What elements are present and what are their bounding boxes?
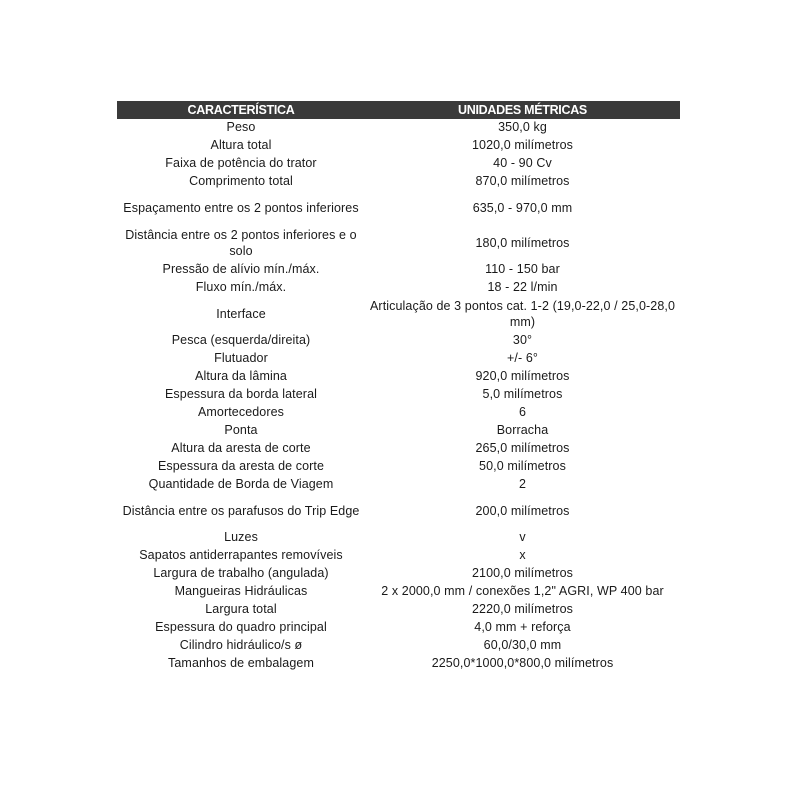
feature-cell: Largura de trabalho (angulada) — [153, 566, 329, 581]
feature-cell: Altura total — [210, 138, 272, 153]
table-row — [117, 279, 680, 297]
specifications-table — [117, 101, 680, 673]
feature-cell: Comprimento total — [189, 174, 293, 189]
table-row — [117, 547, 680, 565]
value-cell: 110 - 150 bar — [485, 262, 560, 277]
feature-cell: Mangueiras Hidráulicas — [174, 584, 308, 599]
value-cell: 350,0 kg — [498, 120, 547, 135]
feature-cell: Amortecedores — [197, 405, 285, 420]
table-row — [117, 368, 680, 386]
value-cell: 40 - 90 Cv — [493, 156, 552, 171]
value-cell: 18 - 22 l/min — [487, 280, 558, 295]
feature-cell: Ponta — [224, 423, 258, 438]
table-row — [117, 173, 680, 191]
table-row — [117, 191, 680, 226]
feature-cell: Luzes — [224, 530, 258, 545]
feature-cell: Tamanhos de embalagem — [168, 656, 314, 671]
feature-cell: Sapatos antiderrapantes removíveis — [139, 548, 343, 563]
feature-cell: Interface — [216, 306, 266, 321]
value-cell: 1020,0 milímetros — [471, 138, 574, 153]
table-row — [117, 137, 680, 155]
feature-cell: Pressão de alívio mín./máx. — [162, 262, 320, 277]
table-row — [117, 655, 680, 673]
feature-cell: Flutuador — [214, 351, 268, 366]
table-row — [117, 494, 680, 529]
feature-cell: Distância entre os 2 pontos inferiores e o solo — [125, 228, 357, 258]
value-cell: 2220,0 milímetros — [471, 602, 574, 617]
feature-cell: Cilindro hidráulico/s ø — [179, 638, 303, 653]
table-row — [117, 619, 680, 637]
value-cell: 5,0 milímetros — [482, 387, 563, 402]
table-row — [117, 297, 680, 332]
value-cell: 4,0 mm + reforça — [474, 620, 571, 635]
header-row — [117, 101, 680, 119]
feature-cell: Peso — [226, 120, 256, 135]
feature-cell: Distância entre os parafusos do Trip Edge — [122, 503, 360, 518]
feature-cell: Largura total — [205, 602, 277, 617]
table-row — [117, 458, 680, 476]
feature-cell: Quantidade de Borda de Viagem — [148, 477, 334, 492]
table-row — [117, 422, 680, 440]
table-row — [117, 332, 680, 350]
value-cell: 870,0 milímetros — [475, 174, 570, 189]
header-metric-units: UNIDADES MÉTRICAS — [365, 101, 680, 119]
table-header — [117, 101, 680, 119]
value-cell: Articulação de 3 pontos cat. 1-2 (19,0-22,0 / 25,0-28,0 mm) — [370, 299, 675, 329]
table-row — [117, 601, 680, 619]
table-row — [117, 350, 680, 368]
value-cell: 2 x 2000,0 mm / conexões 1,2" AGRI, WP 400 bar — [381, 584, 664, 599]
table-row — [117, 529, 680, 547]
value-cell: 6 — [518, 405, 527, 420]
value-cell: x — [519, 548, 526, 563]
value-cell: 60,0/30,0 mm — [483, 638, 562, 653]
value-cell: v — [519, 530, 526, 545]
value-cell: 265,0 milímetros — [475, 441, 570, 456]
value-cell: 2100,0 milímetros — [471, 566, 574, 581]
feature-cell: Espessura da borda lateral — [165, 387, 317, 402]
table-row — [117, 637, 680, 655]
table-row — [117, 583, 680, 601]
table-row — [117, 565, 680, 583]
value-cell: 2 — [518, 477, 527, 492]
value-cell: 30° — [512, 333, 533, 348]
value-cell: Borracha — [496, 423, 549, 438]
feature-cell: Altura da aresta de corte — [171, 441, 311, 456]
table-body — [117, 119, 680, 673]
table-row — [117, 386, 680, 404]
value-cell: 50,0 milímetros — [479, 459, 566, 474]
value-cell: 200,0 milímetros — [475, 503, 570, 518]
table-row — [117, 476, 680, 494]
value-cell: 2250,0*1000,0*800,0 milímetros — [431, 656, 614, 671]
table-row — [117, 155, 680, 173]
feature-cell: Pesca (esquerda/direita) — [171, 333, 311, 348]
table-row — [117, 261, 680, 279]
table-row — [117, 404, 680, 422]
feature-cell: Fluxo mín./máx. — [195, 280, 287, 295]
feature-cell: Espessura da aresta de corte — [157, 459, 325, 474]
value-cell: 180,0 milímetros — [475, 235, 570, 250]
table-row — [117, 226, 680, 261]
value-cell: +/- 6° — [507, 351, 538, 366]
header-feature: CARACTERÍSTICA — [117, 101, 365, 119]
feature-cell: Faixa de potência do trator — [165, 156, 317, 171]
table-row — [117, 119, 680, 137]
value-cell: 920,0 milímetros — [475, 369, 570, 384]
table-row — [117, 440, 680, 458]
feature-cell: Altura da lâmina — [195, 369, 287, 384]
feature-cell: Espaçamento entre os 2 pontos inferiores — [123, 200, 359, 215]
value-cell: 635,0 - 970,0 mm — [472, 200, 573, 215]
feature-cell: Espessura do quadro principal — [155, 620, 327, 635]
